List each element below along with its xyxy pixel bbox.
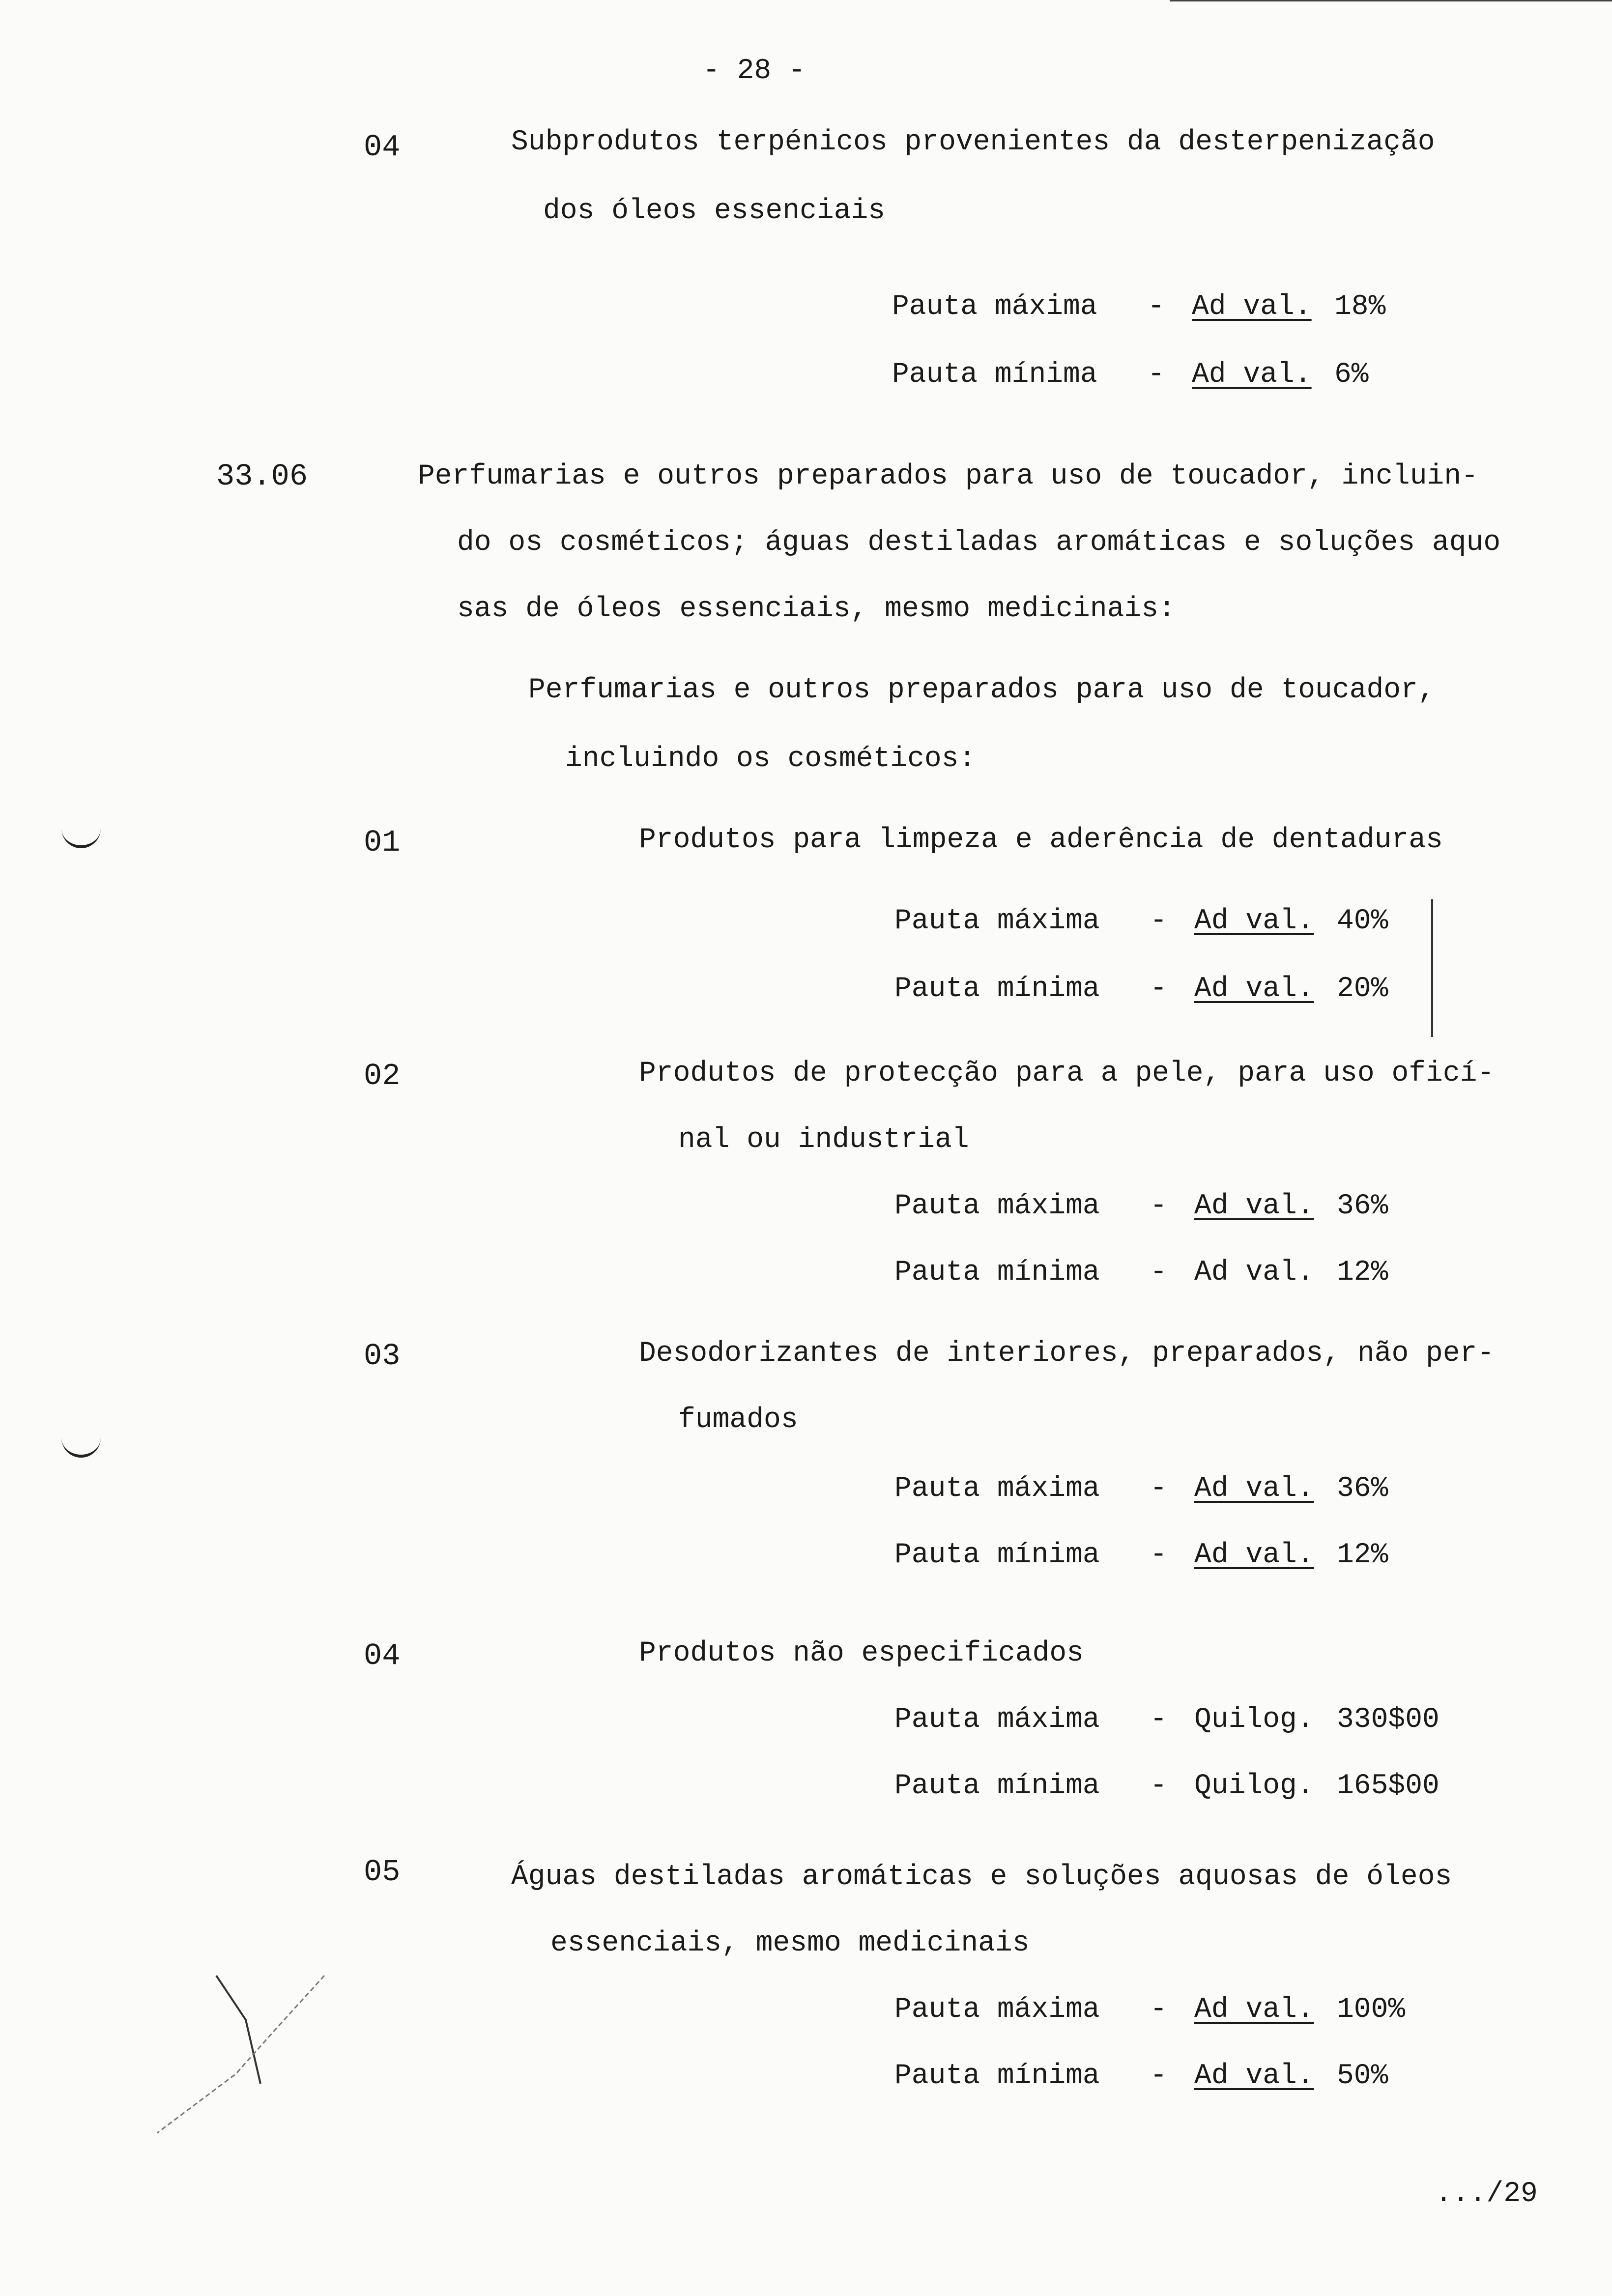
rate-label: Pauta máxima (894, 905, 1100, 937)
rate-row-min: Pauta mínima - Ad val. 20% (894, 972, 1388, 1006)
rate-value: 12% (1337, 1257, 1388, 1289)
rate-value: 40% (1337, 905, 1388, 937)
rate-value: 50% (1337, 2060, 1388, 2092)
continuation-marker: .../29 (1435, 2178, 1538, 2210)
rate-kind: Ad val. (1194, 2060, 1314, 2092)
rate-row-max: Pauta máxima - Ad val. 100% (894, 1993, 1405, 2027)
item-description: Subprodutos terpénicos provenientes da desterpenização (511, 126, 1435, 158)
rate-kind: Ad val. (1194, 1539, 1314, 1571)
subheading: incluindo os cosméticos: (565, 743, 976, 775)
rate-label: Pauta mínima (892, 359, 1097, 391)
item-description: Desodorizantes de interiores, preparados, não per- (639, 1338, 1495, 1370)
rate-label: Pauta máxima (892, 291, 1097, 323)
margin-mark (61, 826, 101, 848)
item-description: fumados (678, 1404, 798, 1436)
item-description: Produtos não especificados (639, 1637, 1084, 1669)
rate-value: 165$00 (1337, 1770, 1439, 1802)
rate-kind: Ad val. (1194, 1473, 1314, 1505)
rate-row-min: Pauta mínima - Quilog. 165$00 (894, 1769, 1439, 1804)
rate-label: Pauta mínima (894, 1770, 1100, 1802)
rate-value: 330$00 (1337, 1704, 1439, 1736)
item-description: dos óleos essenciais (543, 195, 886, 227)
rate-value: 36% (1337, 1473, 1388, 1505)
item-code: 03 (364, 1339, 401, 1374)
rate-value: 36% (1337, 1190, 1388, 1222)
rate-label: Pauta mínima (894, 973, 1100, 1005)
rate-label: Pauta mínima (894, 1257, 1100, 1289)
rate-kind: Ad val. (1194, 1190, 1314, 1222)
item-description: Produtos de protecção para a pele, para uso oficí- (639, 1058, 1495, 1090)
top-edge-line (1170, 0, 1612, 1)
item-description: nal ou industrial (678, 1124, 969, 1156)
rate-value: 18% (1334, 291, 1386, 323)
rate-row-min: Pauta mínima - Ad val. 50% (894, 2059, 1388, 2094)
rate-label: Pauta máxima (894, 1704, 1100, 1736)
item-code: 01 (364, 825, 401, 860)
item-description: essenciais, mesmo medicinais (550, 1927, 1030, 1959)
rate-value: 20% (1337, 973, 1388, 1005)
rate-kind: Ad val. (1194, 973, 1314, 1005)
rate-row-min: Pauta mínima - Ad val. 12% (894, 1538, 1388, 1573)
rate-row-max: Pauta máxima - Ad val. 18% (892, 290, 1385, 324)
rate-value: 6% (1334, 359, 1369, 391)
heading-description: do os cosméticos; águas destiladas aromáticas e soluções aquo (457, 527, 1501, 559)
subheading: Perfumarias e outros preparados para uso de toucador, (528, 674, 1435, 706)
item-code: 02 (364, 1059, 401, 1093)
rate-label: Pauta mínima (894, 2060, 1100, 2092)
rate-kind: Ad val. (1194, 1994, 1314, 2026)
rate-label: Pauta mínima (894, 1539, 1100, 1571)
rate-label: Pauta máxima (894, 1190, 1100, 1222)
rate-row-max: Pauta máxima - Ad val. 36% (894, 1472, 1388, 1506)
rate-row-max: Pauta máxima - Quilog. 330$00 (894, 1703, 1439, 1737)
rate-row-max: Pauta máxima - Ad val. 36% (894, 1189, 1388, 1224)
rate-row-min: Pauta mínima - Ad val. 12% (894, 1256, 1388, 1290)
heading-description: sas de óleos essenciais, mesmo medicinais: (457, 593, 1176, 625)
rate-value: 100% (1337, 1994, 1406, 2026)
rate-kind: Ad val. (1192, 291, 1312, 323)
item-description: Produtos para limpeza e aderência de dentaduras (639, 824, 1443, 856)
rate-label: Pauta máxima (894, 1994, 1100, 2026)
page-number: - 28 - (703, 55, 806, 87)
rate-row-max: Pauta máxima - Ad val. 40% (894, 904, 1388, 939)
margin-mark (61, 1435, 101, 1458)
rate-kind: Ad val. (1194, 1257, 1314, 1289)
margin-mark (1431, 899, 1433, 1037)
heading-description: Perfumarias e outros preparados para uso de toucador, incluin- (418, 460, 1478, 492)
rate-value: 12% (1337, 1539, 1388, 1571)
rate-kind: Ad val. (1194, 905, 1314, 937)
rate-kind: Quilog. (1194, 1704, 1314, 1736)
rate-row-min: Pauta mínima - Ad val. 6% (892, 358, 1369, 392)
item-code: 04 (364, 1638, 401, 1673)
rate-label: Pauta máxima (894, 1473, 1100, 1505)
heading-code: 33.06 (216, 459, 308, 494)
item-code: 04 (364, 130, 401, 165)
item-description: Águas destiladas aromáticas e soluções aquosas de óleos (511, 1861, 1452, 1893)
item-code: 05 (364, 1855, 401, 1890)
rate-kind: Ad val. (1192, 359, 1312, 391)
pencil-cross-mark (147, 1946, 334, 2152)
rate-kind: Quilog. (1194, 1770, 1314, 1802)
